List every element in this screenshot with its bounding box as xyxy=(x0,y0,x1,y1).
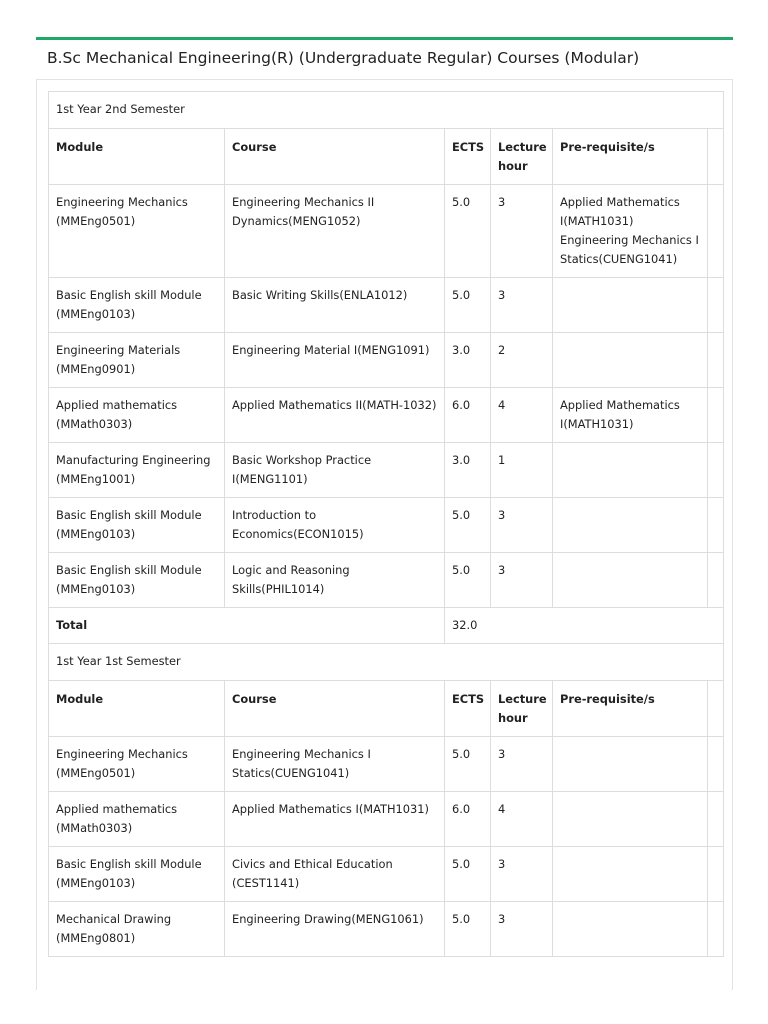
prerequisite-cell xyxy=(553,185,708,278)
course-cell: Logic and Reasoning Skills(PHIL1014) xyxy=(225,553,445,608)
column-header-ects: ECTS xyxy=(445,129,491,185)
course-cell: Engineering Mechanics II Dynamics(MENG1052) xyxy=(225,185,445,278)
extra-cell xyxy=(708,737,724,792)
course-cell: Applied Mathematics II(MATH-1032) xyxy=(225,388,445,443)
ects-cell: 5.0 xyxy=(445,737,491,792)
prerequisite-item: Applied Mathematics I(MATH1031) xyxy=(560,398,680,431)
extra-cell xyxy=(708,792,724,847)
lecture-hour-cell: 3 xyxy=(491,498,553,553)
prerequisite-cell xyxy=(553,553,708,608)
module-cell: Engineering Mechanics (MMEng0501) xyxy=(49,185,225,278)
column-header-extra xyxy=(708,681,724,737)
prerequisite-cell xyxy=(553,847,708,902)
extra-cell xyxy=(708,553,724,608)
ects-cell: 6.0 xyxy=(445,792,491,847)
prerequisite-cell xyxy=(553,388,708,443)
module-cell: Basic English skill Module (MMEng0103) xyxy=(49,847,225,902)
extra-cell xyxy=(708,498,724,553)
table-header-row xyxy=(49,681,724,737)
table-row xyxy=(49,737,724,792)
module-cell: Engineering Materials (MMEng0901) xyxy=(49,333,225,388)
prerequisite-cell xyxy=(553,278,708,333)
course-cell: Basic Writing Skills(ENLA1012) xyxy=(225,278,445,333)
lecture-hour-cell: 2 xyxy=(491,333,553,388)
table-row xyxy=(49,498,724,553)
course-cell: Applied Mathematics I(MATH1031) xyxy=(225,792,445,847)
ects-cell: 3.0 xyxy=(445,443,491,498)
course-cell: Civics and Ethical Education (CEST1141) xyxy=(225,847,445,902)
course-cell: Engineering Drawing(MENG1061) xyxy=(225,902,445,957)
column-header-module: Module xyxy=(49,681,225,737)
lecture-hour-cell: 1 xyxy=(491,443,553,498)
column-header-module: Module xyxy=(49,129,225,185)
column-header-course: Course xyxy=(225,129,445,185)
total-row xyxy=(49,608,724,644)
table-row xyxy=(49,443,724,498)
column-header-prereq: Pre-requisite/s xyxy=(553,129,708,185)
prerequisite-cell xyxy=(553,443,708,498)
prerequisite-cell xyxy=(553,498,708,553)
module-cell: Mechanical Drawing (MMEng0801) xyxy=(49,902,225,957)
prerequisite-cell xyxy=(553,902,708,957)
lecture-hour-cell: 4 xyxy=(491,792,553,847)
ects-cell: 5.0 xyxy=(445,902,491,957)
prerequisite-cell xyxy=(553,792,708,847)
lecture-hour-cell: 3 xyxy=(491,737,553,792)
module-cell: Basic English skill Module (MMEng0103) xyxy=(49,498,225,553)
module-cell: Basic English skill Module (MMEng0103) xyxy=(49,278,225,333)
lecture-hour-cell: 4 xyxy=(491,388,553,443)
column-header-prereq: Pre-requisite/s xyxy=(553,681,708,737)
ects-cell: 5.0 xyxy=(445,185,491,278)
lecture-hour-cell: 3 xyxy=(491,902,553,957)
extra-cell xyxy=(708,847,724,902)
table-row xyxy=(49,185,724,278)
module-cell: Applied mathematics (MMath0303) xyxy=(49,388,225,443)
prerequisite-item: Engineering Mechanics I Statics(CUENG1041) xyxy=(560,233,699,266)
lecture-hour-cell: 3 xyxy=(491,553,553,608)
extra-cell xyxy=(708,333,724,388)
module-cell: Engineering Mechanics (MMEng0501) xyxy=(49,737,225,792)
table-row xyxy=(49,388,724,443)
table-row xyxy=(49,847,724,902)
ects-cell: 3.0 xyxy=(445,333,491,388)
panel-header xyxy=(36,40,733,80)
column-header-course: Course xyxy=(225,681,445,737)
courses-table xyxy=(48,91,724,957)
semester-title: 1st Year 1st Semester xyxy=(49,644,724,681)
prerequisite-cell xyxy=(553,333,708,388)
table-row xyxy=(49,792,724,847)
lecture-hour-cell: 3 xyxy=(491,185,553,278)
total-ects: 32.0 xyxy=(445,608,724,644)
total-label: Total xyxy=(49,608,445,644)
column-header-lecture: Lecture hour xyxy=(491,681,553,737)
column-header-lecture: Lecture hour xyxy=(491,129,553,185)
lecture-hour-cell: 3 xyxy=(491,847,553,902)
extra-cell xyxy=(708,185,724,278)
course-cell: Engineering Mechanics I Statics(CUENG1041) xyxy=(225,737,445,792)
semester-row xyxy=(49,92,724,129)
prerequisite-cell xyxy=(553,737,708,792)
extra-cell xyxy=(708,388,724,443)
module-cell: Basic English skill Module (MMEng0103) xyxy=(49,553,225,608)
extra-cell xyxy=(708,902,724,957)
table-row xyxy=(49,902,724,957)
table-row xyxy=(49,278,724,333)
semester-title: 1st Year 2nd Semester xyxy=(49,92,724,129)
ects-cell: 5.0 xyxy=(445,553,491,608)
column-header-extra xyxy=(708,129,724,185)
prerequisite-item: Applied Mathematics I(MATH1031) xyxy=(560,195,680,228)
semester-row xyxy=(49,644,724,681)
extra-cell xyxy=(708,278,724,333)
table-header-row xyxy=(49,129,724,185)
table-row xyxy=(49,553,724,608)
extra-cell xyxy=(708,443,724,498)
module-cell: Manufacturing Engineering (MMEng1001) xyxy=(49,443,225,498)
lecture-hour-cell: 3 xyxy=(491,278,553,333)
course-cell: Basic Workshop Practice I(MENG1101) xyxy=(225,443,445,498)
table-row xyxy=(49,333,724,388)
courses-table-body xyxy=(49,92,724,957)
ects-cell: 5.0 xyxy=(445,847,491,902)
course-cell: Introduction to Economics(ECON1015) xyxy=(225,498,445,553)
ects-cell: 5.0 xyxy=(445,278,491,333)
course-cell: Engineering Material I(MENG1091) xyxy=(225,333,445,388)
module-cell: Applied mathematics (MMath0303) xyxy=(49,792,225,847)
column-header-ects: ECTS xyxy=(445,681,491,737)
ects-cell: 5.0 xyxy=(445,498,491,553)
page-title: B.Sc Mechanical Engineering(R) (Undergraduate Regular) Courses (Modular) xyxy=(47,49,640,67)
ects-cell: 6.0 xyxy=(445,388,491,443)
